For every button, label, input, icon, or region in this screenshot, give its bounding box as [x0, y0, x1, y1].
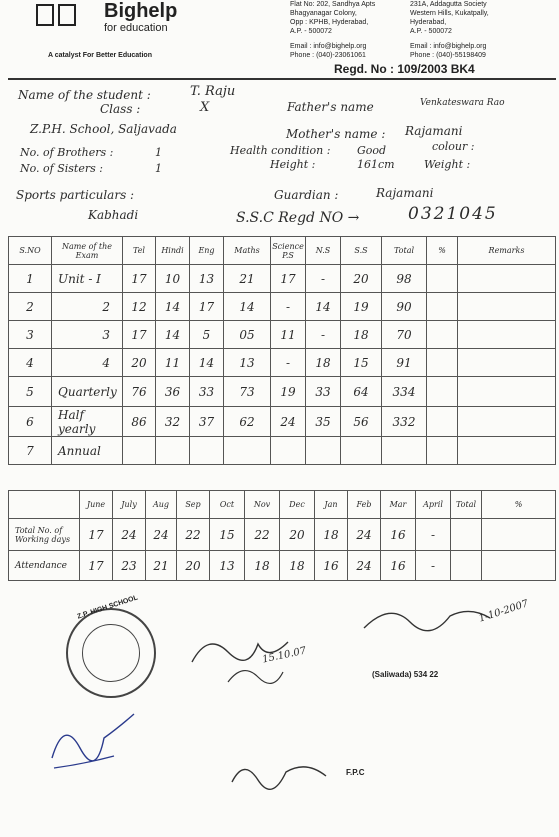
header-cell: Name of the Exam — [52, 237, 123, 265]
father-label: Father's name — [287, 100, 374, 114]
table-cell: Quarterly — [52, 377, 123, 407]
month-cell: Oct — [210, 491, 245, 519]
table-cell — [427, 349, 458, 377]
table-cell: 21 — [224, 265, 271, 293]
table-cell: 70 — [382, 321, 427, 349]
table-cell: Annual — [52, 437, 123, 465]
header-cell — [9, 491, 80, 519]
table-cell — [306, 437, 341, 465]
month-cell: Sep — [177, 491, 210, 519]
month-cell: Dec — [280, 491, 315, 519]
table-cell: 33 — [190, 377, 224, 407]
table-cell — [458, 321, 556, 349]
table-cell — [458, 349, 556, 377]
table-cell: 35 — [306, 407, 341, 437]
table-cell: 10 — [156, 265, 190, 293]
table-cell: 334 — [382, 377, 427, 407]
table-cell: 1 — [9, 265, 52, 293]
table-cell: 90 — [382, 293, 427, 321]
class-label: Class : — [100, 102, 141, 116]
address-line: Hyderabad, — [410, 19, 447, 26]
row-label: Total No. of Working days — [9, 519, 80, 551]
attendance-table — [8, 490, 556, 581]
table-cell: 15 — [210, 519, 245, 551]
health-value: Good — [357, 144, 387, 157]
table-cell: 15 — [341, 349, 382, 377]
table-cell — [427, 321, 458, 349]
brand-name: Bighelp — [104, 0, 178, 22]
table-cell: 4 — [9, 349, 52, 377]
month-cell: Jan — [315, 491, 348, 519]
table-cell: 19 — [271, 377, 306, 407]
month-cell: Nov — [245, 491, 280, 519]
header-cell: Science P.S — [271, 237, 306, 265]
contact-line: Email : info@bighelp.org — [410, 43, 487, 50]
table-cell: 14 — [224, 293, 271, 321]
registration-number: Regd. No : 109/2003 BK4 — [334, 62, 475, 76]
mother-value: Rajamani — [405, 124, 463, 138]
table-cell: - — [416, 551, 451, 581]
weight-label: Weight : — [424, 158, 471, 171]
month-cell: July — [113, 491, 146, 519]
table-cell — [451, 551, 482, 581]
table-cell — [482, 551, 556, 581]
colour-label: colour : — [432, 140, 475, 153]
table-row — [9, 377, 556, 407]
table-cell: 56 — [341, 407, 382, 437]
month-cell: Feb — [348, 491, 381, 519]
table-cell: 17 — [123, 265, 156, 293]
table-cell — [156, 437, 190, 465]
school-name: Z.P.H. School, Saljavada — [30, 122, 177, 136]
table-cell: 18 — [306, 349, 341, 377]
table-cell: 7 — [9, 437, 52, 465]
table-cell — [458, 377, 556, 407]
guardian-value: Rajamani — [376, 186, 434, 200]
sisters-label: No. of Sisters : — [20, 162, 103, 175]
table-cell: 17 — [80, 551, 113, 581]
table-row — [9, 321, 556, 349]
table-cell: 13 — [210, 551, 245, 581]
address-line: Flat No: 202, Sandhya Apts — [290, 1, 376, 8]
table-cell: 18 — [280, 551, 315, 581]
table-cell: - — [271, 293, 306, 321]
brand-subtitle: for education — [104, 22, 168, 34]
table-cell: - — [271, 349, 306, 377]
table-cell: 13 — [190, 265, 224, 293]
table-cell: 4 — [52, 349, 123, 377]
table-cell: 20 — [280, 519, 315, 551]
table-cell: 17 — [271, 265, 306, 293]
sports-value: Kabhadi — [88, 208, 139, 222]
table-cell — [224, 437, 271, 465]
table-cell — [427, 265, 458, 293]
seal-inner-ring — [82, 624, 140, 682]
table-cell: 24 — [348, 551, 381, 581]
student-name-value: T. Raju — [190, 84, 236, 99]
table-cell: 2 — [9, 293, 52, 321]
table-cell: 14 — [156, 293, 190, 321]
month-cell: April — [416, 491, 451, 519]
header-cell: N.S — [306, 237, 341, 265]
table-row — [9, 519, 556, 551]
address-line: Western Hills, Kukatpally, — [410, 10, 489, 17]
signature-date-2: 1-10-2007 — [477, 598, 530, 625]
table-cell: 37 — [190, 407, 224, 437]
seal-text: Z.P. HIGH SCHOOL — [76, 594, 139, 621]
school-seal — [66, 608, 156, 698]
table-cell: 16 — [315, 551, 348, 581]
table-cell: 12 — [123, 293, 156, 321]
table-cell: 98 — [382, 265, 427, 293]
table-cell — [382, 437, 427, 465]
table-row — [9, 349, 556, 377]
table-cell: 36 — [156, 377, 190, 407]
month-cell: % — [482, 491, 556, 519]
address-line: Bhagyanagar Colony, — [290, 10, 357, 17]
table-cell — [458, 293, 556, 321]
table-cell: 20 — [177, 551, 210, 581]
table-cell — [458, 437, 556, 465]
table-cell: 5 — [190, 321, 224, 349]
table-cell: - — [306, 321, 341, 349]
table-cell: 6 — [9, 407, 52, 437]
table-cell: 32 — [156, 407, 190, 437]
contact-1 — [290, 42, 366, 60]
table-cell: 16 — [381, 551, 416, 581]
table-cell: 3 — [9, 321, 52, 349]
contact-line: Phone : (040)-23061061 — [290, 52, 366, 59]
table-cell: 14 — [156, 321, 190, 349]
address-1 — [290, 0, 375, 36]
table-cell: 3 — [52, 321, 123, 349]
table-cell: 13 — [224, 349, 271, 377]
table-cell: 23 — [113, 551, 146, 581]
height-value: 161cm — [357, 158, 395, 171]
table-cell: 17 — [190, 293, 224, 321]
table-cell — [427, 437, 458, 465]
table-cell: 16 — [381, 519, 416, 551]
table-cell — [271, 437, 306, 465]
table-cell: 20 — [341, 265, 382, 293]
fpc-label: F.P.C — [346, 768, 365, 777]
header-divider — [8, 78, 556, 80]
table-cell: - — [416, 519, 451, 551]
table-cell: 22 — [245, 519, 280, 551]
header-cell: S.NO — [9, 237, 52, 265]
header-cell: Remarks — [458, 237, 556, 265]
table-cell — [458, 265, 556, 293]
table-row — [9, 407, 556, 437]
table-cell: - — [306, 265, 341, 293]
header-cell: % — [427, 237, 458, 265]
address-line: A.P. - 500072 — [410, 28, 452, 35]
table-cell: 18 — [315, 519, 348, 551]
guardian-label: Guardian : — [274, 188, 339, 202]
brothers-label: No. of Brothers : — [20, 146, 114, 159]
table-cell — [427, 407, 458, 437]
table-cell: 64 — [341, 377, 382, 407]
table-cell: 33 — [306, 377, 341, 407]
table-cell: 24 — [348, 519, 381, 551]
table-cell: 91 — [382, 349, 427, 377]
sisters-value: 1 — [155, 162, 162, 175]
table-row — [9, 437, 556, 465]
row-label: Attendance — [9, 551, 80, 581]
table-row — [9, 293, 556, 321]
table-cell: 18 — [245, 551, 280, 581]
table-cell — [190, 437, 224, 465]
table-cell: 332 — [382, 407, 427, 437]
table-cell: 19 — [341, 293, 382, 321]
contact-2 — [410, 42, 486, 60]
month-cell: Total — [451, 491, 482, 519]
mother-label: Mother's name : — [286, 127, 386, 141]
table-cell: 11 — [271, 321, 306, 349]
header-cell: Maths — [224, 237, 271, 265]
header-cell: Tel — [123, 237, 156, 265]
table-cell: 62 — [224, 407, 271, 437]
table-cell: 11 — [156, 349, 190, 377]
ssc-value: 0321045 — [408, 204, 498, 224]
table-row — [9, 551, 556, 581]
brothers-value: 1 — [155, 146, 162, 159]
table-cell: 24 — [271, 407, 306, 437]
table-cell — [341, 437, 382, 465]
table-cell: 86 — [123, 407, 156, 437]
health-label: Health condition : — [230, 144, 331, 157]
address-line: 231A, Addagutta Society — [410, 1, 487, 8]
table-cell: 22 — [177, 519, 210, 551]
table-cell — [451, 519, 482, 551]
header-cell: S.S — [341, 237, 382, 265]
attendance-header-row — [9, 491, 556, 519]
contact-line: Email : info@bighelp.org — [290, 43, 367, 50]
table-cell — [482, 519, 556, 551]
table-cell: 05 — [224, 321, 271, 349]
month-cell: June — [80, 491, 113, 519]
table-cell: 21 — [146, 551, 177, 581]
table-cell: 18 — [341, 321, 382, 349]
height-label: Height : — [270, 158, 316, 171]
table-cell: 14 — [190, 349, 224, 377]
table-cell — [427, 377, 458, 407]
ht-code: (Saliwada) 534 22 — [372, 670, 439, 679]
address-line: Opp : KPHB, Hyderabad, — [290, 19, 369, 26]
table-cell: Unit - I — [52, 265, 123, 293]
table-cell: 24 — [146, 519, 177, 551]
header-cell: Eng — [190, 237, 224, 265]
brand-logo — [36, 4, 96, 28]
student-name-label: Name of the student : — [18, 88, 151, 102]
class-value: X — [200, 100, 210, 115]
table-cell: Half yearly — [52, 407, 123, 437]
marks-table — [8, 236, 556, 465]
table-header-row — [9, 237, 556, 265]
table-cell — [458, 407, 556, 437]
table-cell: 20 — [123, 349, 156, 377]
table-cell: 5 — [9, 377, 52, 407]
table-cell: 76 — [123, 377, 156, 407]
table-cell — [427, 293, 458, 321]
table-cell — [123, 437, 156, 465]
table-cell: 24 — [113, 519, 146, 551]
table-cell: 14 — [306, 293, 341, 321]
tagline: A catalyst For Better Education — [48, 52, 152, 59]
contact-line: Phone : (040)-55198409 — [410, 52, 486, 59]
header-cell: Hindi — [156, 237, 190, 265]
address-2 — [410, 0, 489, 36]
table-cell: 17 — [80, 519, 113, 551]
signature-3 — [44, 708, 154, 778]
ssc-label: S.S.C Regd NO → — [236, 210, 360, 226]
table-cell: 73 — [224, 377, 271, 407]
header-cell: Total — [382, 237, 427, 265]
month-cell: Mar — [381, 491, 416, 519]
table-cell: 2 — [52, 293, 123, 321]
table-cell: 17 — [123, 321, 156, 349]
sports-label: Sports particulars : — [16, 188, 135, 202]
address-line: A.P. - 500072 — [290, 28, 332, 35]
signature-4 — [226, 752, 356, 802]
signature-date: 15.10.07 — [261, 645, 308, 666]
table-row — [9, 265, 556, 293]
month-cell: Aug — [146, 491, 177, 519]
father-value: Venkateswara Rao — [420, 98, 505, 108]
